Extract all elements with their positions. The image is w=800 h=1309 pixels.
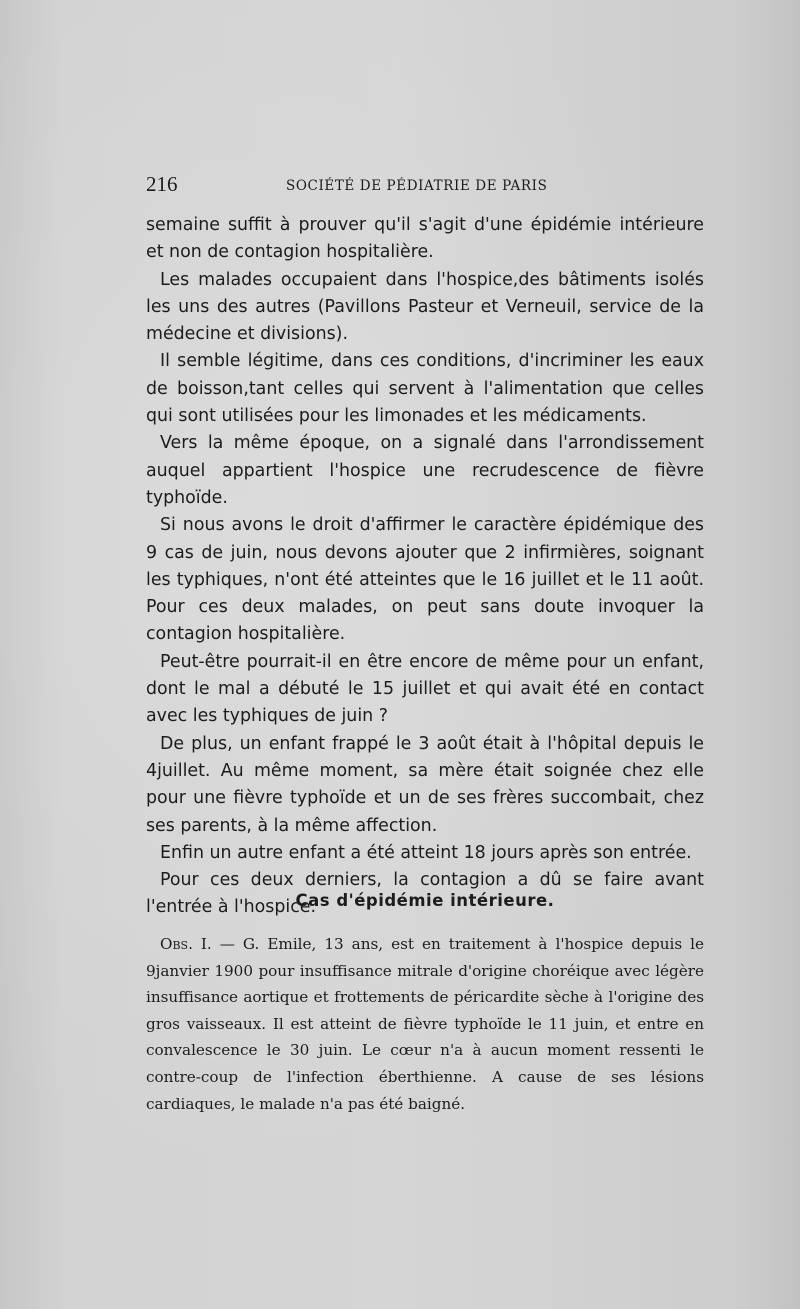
observation-label: Obs. I. [160,935,212,953]
paragraph-7: De plus, un enfant frappé le 3 août était à l'hôpital depuis le 4juillet. Au même moment, sa mère était soignée chez elle pour une fièvre typhoïde et un de ses frères succombait, chez ses parents, à la même affection. [146,733,704,836]
paragraph-3: Il semble légitime, dans ces conditions, d'incriminer les eaux de boisson,tant celles qui servent à l'alimentation que celles qui sont utilisées pour les limonades et les médicaments. [146,351,704,427]
paragraph-8: Enfin un autre enfant a été atteint 18 jours après son entrée. [160,842,692,863]
page-number: 216 [146,172,178,196]
observation-paragraph [146,931,704,1117]
page-header [146,172,706,202]
body-text [146,212,704,922]
section-title: Cas d'épidémie intérieure. [295,891,555,910]
running-head: SOCIÉTÉ DE PÉDIATRIE DE PARIS [286,178,548,194]
paragraph-4: Vers la même époque, on a signalé dans l'arrondissement auquel appartient l'hospice une recrudescence de fièvre typhoïde. [146,433,704,508]
paragraph-1: semaine suffit à prouver qu'il s'agit d'une épidémie intérieure et non de contagion hospitalière. [146,215,704,263]
paragraph-6: Peut-être pourrait-il en être encore de même pour un enfant, dont le mal a débuté le 15 juillet et qui avait été en contact avec les typhiques de juin ? [146,651,704,727]
paragraph-5: Si nous avons le droit d'affirmer le caractère épidémique des 9 cas de juin, nous devons ajouter que 2 infirmières, soignant les typhiques, n'ont été atteintes que le 16 juillet et le 11 août. Pour ces deux malades, on peut sans doute invoquer la contagion hospitalière. [146,515,704,645]
paragraph-9: Pour ces deux derniers, la contagion a dû se faire avant l'entrée à l'hospice. [146,870,704,918]
observation-block [146,931,704,1117]
observation-text: — G. Emile, 13 ans, est en traitement à l'hospice depuis le 9janvier 1900 pour insuffisance mitrale d'origine choréique avec légère insuffisance aortique et frottements de péricardite sèche à l'origine des gros vaisseaux. Il est atteint de fièvre typhoïde le 11 juin, et entre en convalescence le 30 juin. Le cœur n'a à aucun moment ressenti le contre-coup de l'infection éberthienne. A cause de ses lésions cardiaques, le malade n'a pas été baigné. [146,935,704,1113]
paragraph-2: Les malades occupaient dans l'hospice,des bâtiments isolés les uns des autres (Pavillons Pasteur et Verneuil, service de la médecine et divisions). [146,269,704,345]
